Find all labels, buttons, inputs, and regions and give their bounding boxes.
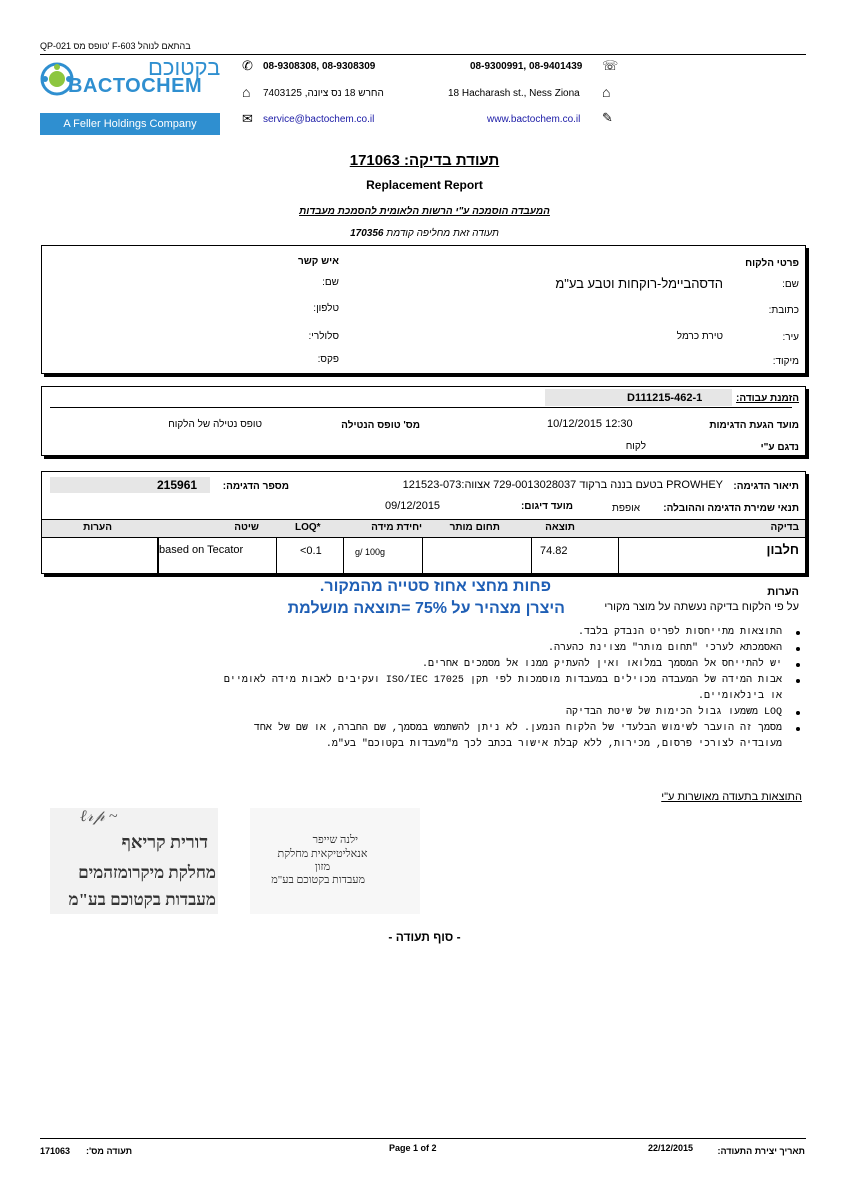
footer-cert-number: 171063 xyxy=(40,1146,71,1156)
note-item: מסמך זה הועבר לשימוש הבלעדי של הלקוח הנמען. לא ניתן להשתמש במסמך, שם החברה, או שם של אחד מעובדיה לצורכי פרסום, מכירות, ללא קבלת אישור בכתב לכך מ"מעבדות בקטוכם" בע"מ. xyxy=(212,721,802,753)
order-label: הזמנת עבודה: xyxy=(736,393,799,404)
sampling-date-value: 09/12/2015 xyxy=(385,500,441,512)
client-name-label: שם: xyxy=(782,279,799,290)
notes-list xyxy=(212,625,802,753)
blue-note-1: פחות מחצי אחוז סטייה מהמקור. xyxy=(319,578,551,595)
replaces-number: 170356 xyxy=(350,228,384,239)
note-item: LOQ משמעו גבול הכימות של שיטת הבדיקה xyxy=(212,705,802,721)
cert-label: תעודת בדיקה: xyxy=(403,152,500,169)
end-of-certificate: - סוף תעודה - xyxy=(388,930,461,944)
email-link[interactable]: service@bactochem.co.il xyxy=(263,114,375,125)
client-name-value: הדסהביימל-רוקחות וטבע בע"מ xyxy=(555,276,723,291)
logo-hebrew: בקטוכם xyxy=(148,55,221,80)
sig-right-company: מעבדות בקטוכם בע"מ xyxy=(271,874,365,886)
contact-mobile-label: סלולרי: xyxy=(308,331,339,342)
cert-number: 171063 xyxy=(349,152,400,169)
website-link[interactable]: www.bactochem.co.il xyxy=(487,114,581,125)
handwritten-signature-left: ℓ𝓇𝓅 ~ xyxy=(80,808,118,825)
col-method: שיטה xyxy=(234,522,259,533)
col-loq: LOQ* xyxy=(295,522,321,533)
contact-name-label: שם: xyxy=(322,277,339,288)
col-test: בדיקה xyxy=(770,522,799,533)
sig-left-dept: מחלקת מיקרומזהמים xyxy=(78,863,216,882)
footer-rule xyxy=(40,1138,806,1139)
home-icon-en: ⌂ xyxy=(602,84,611,100)
footer-date-value: 22/12/2015 xyxy=(648,1143,694,1153)
footer-date-label: תאריך יצירת התעודה: xyxy=(717,1146,805,1156)
approved-label: התוצאות בתעודה מאושרות ע"י xyxy=(661,791,802,803)
fax-numbers: 08-9300991, 08-9401439 xyxy=(470,61,583,72)
sampling-date-label: מועד דיגום: xyxy=(520,501,573,512)
row-loq: <0.1 xyxy=(300,545,322,557)
order-divider xyxy=(50,407,792,408)
address-english: 18 Hacharash st., Ness Ziona xyxy=(448,88,580,99)
results-row xyxy=(42,537,805,573)
client-city-label: עיר: xyxy=(782,332,799,343)
contact-label: איש קשר xyxy=(297,256,339,267)
col-result: תוצאה xyxy=(545,522,575,533)
fax-icon: ☏ xyxy=(602,58,619,73)
col-unit: יחידת מידה xyxy=(371,522,422,533)
row-method: based on Tecator xyxy=(159,544,244,556)
arrival-value: 10/12/2015 12:30 xyxy=(547,418,633,430)
note-item: התוצאות מתייחסות לפריט הנבדק בלבד. xyxy=(212,625,802,641)
row-result: 74.82 xyxy=(540,545,568,557)
sample-box xyxy=(41,471,806,574)
client-box xyxy=(41,245,806,374)
client-note: על פי הלקוח בדיקה נעשתה על מוצר מקורי xyxy=(604,601,799,613)
note-item: האסמכתא לערכי "תחום מותר" מצוינת כהערה. xyxy=(212,641,802,657)
sampler-value: לקוח xyxy=(625,441,646,452)
client-address-label: כתובת: xyxy=(768,305,799,316)
page-title xyxy=(0,152,849,169)
phone-numbers: 08-9308308, 08-9308309 xyxy=(263,61,376,72)
address-hebrew: החרש 18 נס ציונה, 7403125 xyxy=(263,88,384,99)
mail-icon: ✉ xyxy=(242,111,253,126)
sampler-label: נדגם ע"י xyxy=(760,442,799,453)
order-value: D111215-462-1 xyxy=(627,392,703,404)
sample-no-value: 215961 xyxy=(157,478,198,492)
contact-fax-label: פקס: xyxy=(317,354,339,365)
signature-stamp-left xyxy=(50,808,218,914)
paperclip-icon: ✎ xyxy=(602,110,613,125)
client-city-value: טירת כרמל xyxy=(676,331,723,342)
contact-phone-label: טלפון: xyxy=(313,303,339,314)
home-icon: ⌂ xyxy=(242,84,251,100)
notes-label: הערות xyxy=(767,586,799,598)
replaces-label: תעודה זאת מחליפה קודמת xyxy=(386,228,499,239)
company-badge: A Feller Holdings Company xyxy=(40,113,220,135)
footer-cert-label: תעודה מס': xyxy=(86,1146,133,1156)
col-range: תחום מותר xyxy=(449,522,500,533)
sample-desc-value: PROWHEY בטעם בננה ברקוד 729-0013028037 אצווה:121523-073 xyxy=(402,479,723,491)
accreditation-note: המעבדה הוסמכה ע"י הרשות הלאומית להסמכת מעבדות xyxy=(299,206,550,217)
company-logo xyxy=(40,55,230,136)
signature-stamp-right xyxy=(250,808,420,914)
work-order-box xyxy=(41,386,806,456)
sig-right-role: אנאליטיקאית מחלקת מזון xyxy=(277,848,368,873)
note-item: יש להתייחס אל המסמך במלואו ואין להעתיק ממנו אל מסמכים אחרים. xyxy=(212,657,802,673)
storage-value: אופפת xyxy=(612,503,640,514)
row-unit: g/ 100g xyxy=(355,547,386,557)
logo-english: BACTOCHEM xyxy=(68,75,203,97)
sample-no-label: מספר הדגימה: xyxy=(222,481,289,492)
form-code: QP-021 טופס מס' F-603 בהתאם לנוהל xyxy=(40,41,191,51)
sample-desc-label: תיאור הדגימה: xyxy=(733,481,799,492)
replaces-note xyxy=(0,228,849,239)
storage-label: תנאי שמירת הדגימה וההובלה: xyxy=(663,503,799,514)
sig-left-name: דורית קריאף xyxy=(121,832,208,852)
sig-right-name: ילנה שייפר xyxy=(312,834,358,846)
blue-note-2: היצרן מצהיר על 75% =תוצאה מושלמת xyxy=(287,600,565,617)
results-header xyxy=(42,519,805,538)
subtitle: Replacement Report xyxy=(366,178,483,192)
form-no-label: מס' טופס הנטילה xyxy=(341,420,420,431)
page-indicator: Page 1 of 2 xyxy=(389,1143,437,1153)
client-zip-label: מיקוד: xyxy=(772,356,799,367)
client-section-label: פרטי הלקוח xyxy=(745,258,799,269)
note-item: אבות המידה של המעבדה מכוילים במעבדות מוסמכות לפי תקן ISO/IEC 17025 ועקיבים לאבות מידה לאומיים או בינלאומיים. xyxy=(212,673,802,705)
arrival-label: מועד הגעת הדגימות xyxy=(709,420,799,431)
row-test: חלבון xyxy=(766,542,799,557)
form-value: טופס נטילה של הלקוח xyxy=(168,419,262,430)
sig-left-company: מעבדות בקטוכם בע"מ xyxy=(68,890,216,909)
col-notes: הערות xyxy=(83,522,112,533)
phone-icon: ✆ xyxy=(242,58,253,73)
